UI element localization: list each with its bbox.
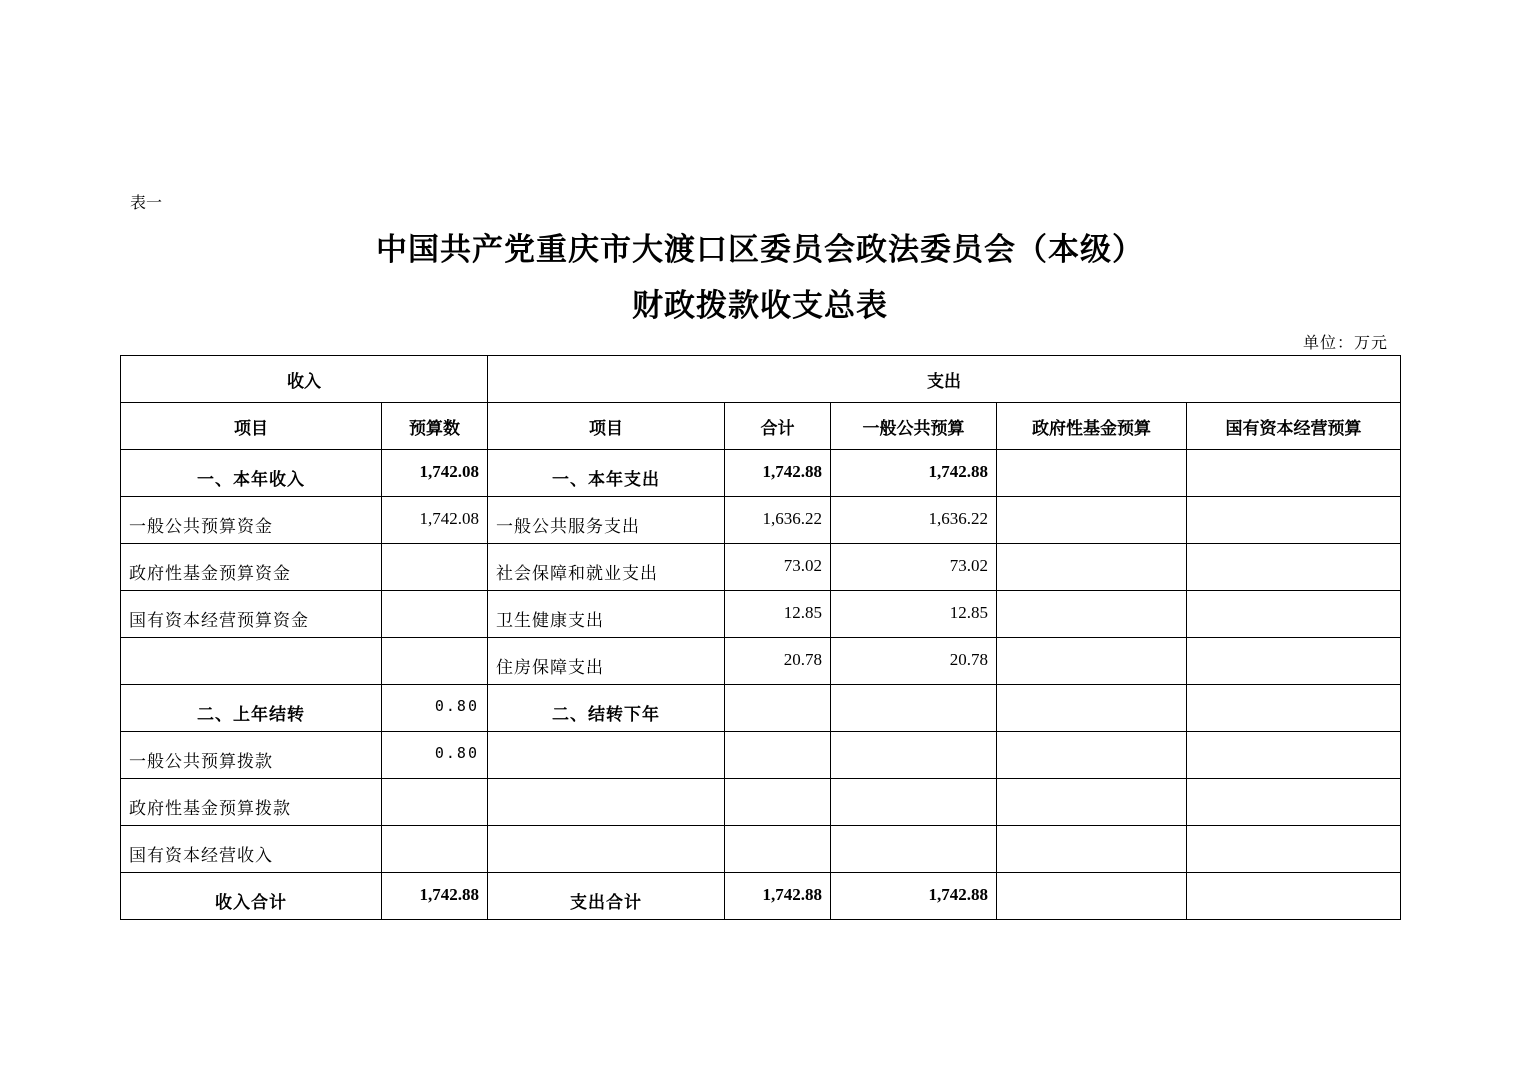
document-subtitle: 财政拨款收支总表 xyxy=(632,288,888,324)
document-title: 中国共产党重庆市大渡口区委员会政法委员会（本级） xyxy=(376,232,1144,268)
expense-fund xyxy=(997,826,1187,873)
expense-total xyxy=(725,685,831,732)
income-total-value: 1,742.88 xyxy=(382,873,488,920)
header-item: 项目 xyxy=(121,403,382,450)
expense-item: 住房保障支出 xyxy=(488,638,725,685)
expense-general: 1,742.88 xyxy=(831,450,997,497)
header-general: 一般公共预算 xyxy=(831,403,997,450)
income-value: 1,742.08 xyxy=(382,450,488,497)
expense-capital xyxy=(1187,685,1401,732)
expense-total xyxy=(725,779,831,826)
unit-label: 单位：万元 xyxy=(1302,333,1388,352)
expense-item: 二、结转下年 xyxy=(488,685,725,732)
income-item: 一、本年收入 xyxy=(121,450,382,497)
expense-total: 1,636.22 xyxy=(725,497,831,544)
table-row xyxy=(121,450,1401,497)
header-income: 收入 xyxy=(121,356,488,403)
table-row xyxy=(121,591,1401,638)
expense-fund xyxy=(997,638,1187,685)
expense-total-label: 支出合计 xyxy=(488,873,725,920)
expense-general xyxy=(831,826,997,873)
expense-total: 73.02 xyxy=(725,544,831,591)
income-item: 国有资本经营收入 xyxy=(121,826,382,873)
expense-general xyxy=(831,685,997,732)
expense-item: 一、本年支出 xyxy=(488,450,725,497)
expense-capital xyxy=(1187,732,1401,779)
table-label: 表一 xyxy=(130,193,163,212)
expense-item xyxy=(488,732,725,779)
expense-capital xyxy=(1187,497,1401,544)
header-state-capital: 国有资本经营预算 xyxy=(1187,403,1401,450)
expense-capital xyxy=(1187,638,1401,685)
expense-fund xyxy=(997,544,1187,591)
table-row xyxy=(121,779,1401,826)
income-item xyxy=(121,638,382,685)
expense-item: 社会保障和就业支出 xyxy=(488,544,725,591)
expense-general: 1,636.22 xyxy=(831,497,997,544)
income-item: 政府性基金预算拨款 xyxy=(121,779,382,826)
table-row xyxy=(121,685,1401,732)
table-row xyxy=(121,732,1401,779)
expense-total: 20.78 xyxy=(725,638,831,685)
expense-capital xyxy=(1187,779,1401,826)
expense-item xyxy=(488,826,725,873)
table-row xyxy=(121,826,1401,873)
income-value xyxy=(382,779,488,826)
table-row xyxy=(121,544,1401,591)
expense-total: 1,742.88 xyxy=(725,873,831,920)
expense-capital xyxy=(1187,873,1401,920)
income-total-label: 收入合计 xyxy=(121,873,382,920)
expense-total xyxy=(725,826,831,873)
expense-item xyxy=(488,779,725,826)
income-item: 一般公共预算拨款 xyxy=(121,732,382,779)
income-value xyxy=(382,638,488,685)
expense-fund xyxy=(997,873,1187,920)
income-item: 一般公共预算资金 xyxy=(121,497,382,544)
expense-item: 一般公共服务支出 xyxy=(488,497,725,544)
income-item: 政府性基金预算资金 xyxy=(121,544,382,591)
income-item: 国有资本经营预算资金 xyxy=(121,591,382,638)
income-item: 二、上年结转 xyxy=(121,685,382,732)
expense-general xyxy=(831,779,997,826)
expense-fund xyxy=(997,779,1187,826)
expense-fund xyxy=(997,497,1187,544)
header-row-1 xyxy=(121,356,1401,403)
expense-general: 12.85 xyxy=(831,591,997,638)
expense-total xyxy=(725,732,831,779)
expense-general: 73.02 xyxy=(831,544,997,591)
expense-item: 卫生健康支出 xyxy=(488,591,725,638)
expense-fund xyxy=(997,732,1187,779)
income-value: 0.80 xyxy=(382,732,488,779)
income-value xyxy=(382,591,488,638)
header-row-2 xyxy=(121,403,1401,450)
expense-fund xyxy=(997,685,1187,732)
header-fund: 政府性基金预算 xyxy=(997,403,1187,450)
income-value xyxy=(382,544,488,591)
expense-capital xyxy=(1187,826,1401,873)
expense-total: 1,742.88 xyxy=(725,450,831,497)
table-row xyxy=(121,638,1401,685)
finance-table xyxy=(120,355,1401,920)
header-budget: 预算数 xyxy=(382,403,488,450)
expense-general xyxy=(831,732,997,779)
expense-fund xyxy=(997,450,1187,497)
expense-capital xyxy=(1187,450,1401,497)
expense-capital xyxy=(1187,544,1401,591)
income-value: 0.80 xyxy=(382,685,488,732)
expense-total: 12.85 xyxy=(725,591,831,638)
header-item2: 项目 xyxy=(488,403,725,450)
header-total: 合计 xyxy=(725,403,831,450)
expense-general: 20.78 xyxy=(831,638,997,685)
income-value xyxy=(382,826,488,873)
expense-general: 1,742.88 xyxy=(831,873,997,920)
expense-fund xyxy=(997,591,1187,638)
income-value: 1,742.08 xyxy=(382,497,488,544)
table-row-totals xyxy=(121,873,1401,920)
table-row xyxy=(121,497,1401,544)
header-expense: 支出 xyxy=(488,356,1401,403)
expense-capital xyxy=(1187,591,1401,638)
